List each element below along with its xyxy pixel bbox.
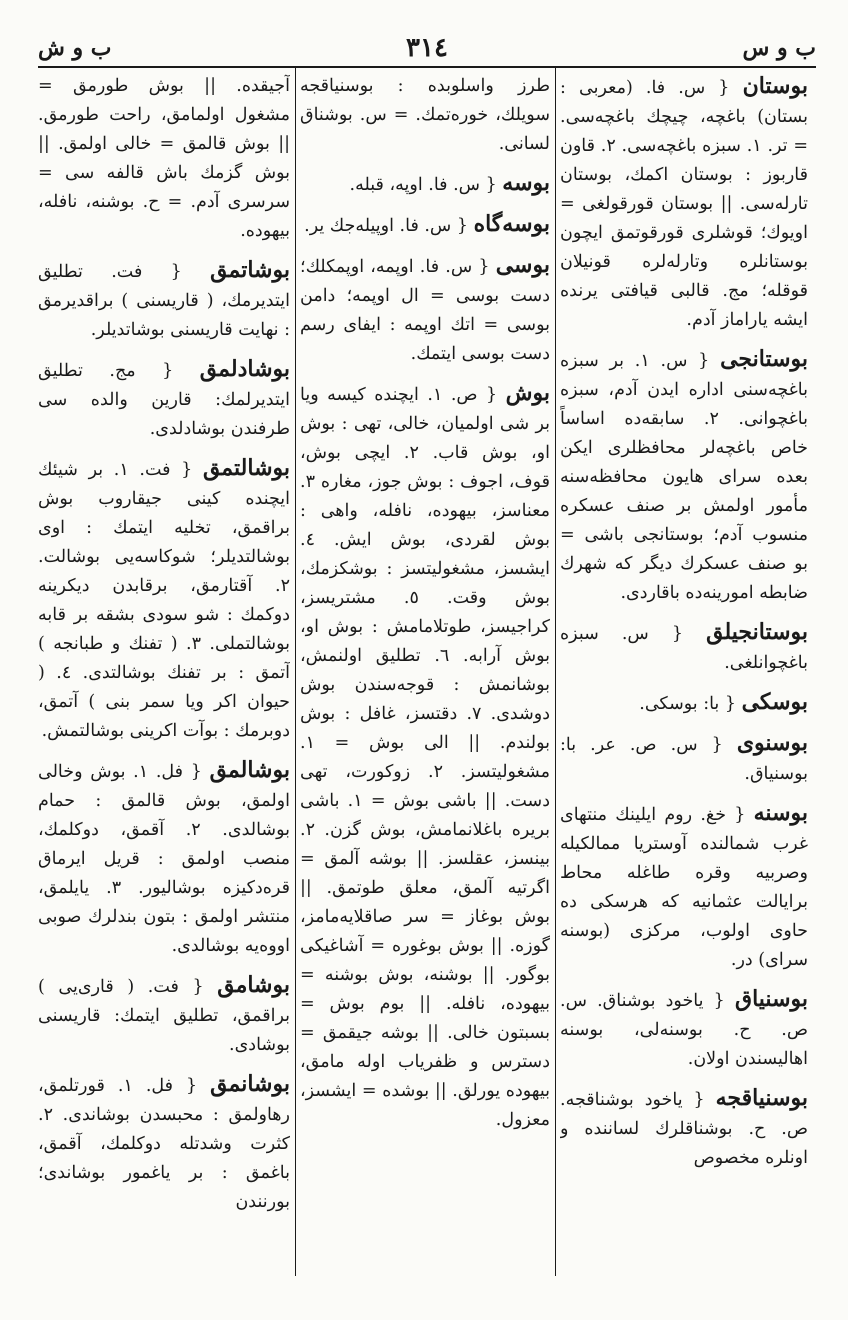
column-middle	[300, 72, 550, 1270]
dictionary-entry	[560, 618, 808, 678]
dictionary-entry	[38, 971, 290, 1060]
definition-text: { مج. تطلیق ایتدیرلمك: قارین والده سی طرفندن بوشادلدی.	[38, 361, 290, 439]
dictionary-entry	[38, 72, 290, 246]
definition-text: { س. سبزه باغچوانلغی.	[560, 624, 808, 673]
definition-text: { ص. ۱. ایچنده کیسه ویا بر شی اولمیان، خالی، تهی : بوش او، بوش قاب. ۲. ایچی بوش، قوف، اجوف : بوش جوز، مغاره ۳. معناسز، بیهوده، نافله، واهی : بوش لقردی، بوش ایش. ٤. ایشسز، مشغولیتسز : بوشکزمك، بوش وقت. ٥. مشتریسز، کراجیسز، طوتلامامش : بوش او، بوش آرابه. ٦. تطلیق اولنمش، بوشانمش : قوجه‌سندن بوش دوشدی. ۷. دقتسز، غافل : بوش بولندم. || الی بوش = ۱. مشغولیتسز. ۲. زوکورت، تهی دست. || باشی بوش = ۱. باشی بریره باغلانمامش، بوش گزن. ۲. بینسز، عقلسز. || بوشه آلمق = اگرتیه آلمق، معلق طوتمق. || بوش بوغاز = سر صاقلایه‌مامز، گوزه. || بوش بوغوره = آشاغیکی بوگور. || بوشنه، بوش بوشنه = بیهوده، نافله. || بوم بوش = بسبتون خالی. || بوشه جیقمق = دسترس و ظفریاب اوله مامق، بیهوده یورلق. || بوشده = ایشسز، معزول.	[300, 385, 550, 1130]
column-divider	[555, 66, 556, 1276]
dictionary-entry	[300, 251, 550, 369]
dictionary-entry	[560, 985, 808, 1074]
definition-text: { س. ۱. بر سبزه باغچه‌سنی اداره ایدن آدم، سبزه باغچوانی. ۲. سابقه‌ده اساساً خاص باغچه‌لر محافظلری ایکن بعده سرای هایون محافظه‌سنه مأمور اولمش بر صنف عسکره منسوب آدم؛ بوستانجی باشی = بو صنف عسکرك دیگر که شهرك ضابطه امورینه‌ده باقاردی.	[560, 351, 808, 603]
dictionary-entry	[38, 756, 290, 961]
page-header	[38, 28, 816, 68]
column-divider	[295, 66, 296, 1276]
headword: بوشالمق	[209, 757, 290, 783]
dictionary-entry	[560, 345, 808, 608]
column-right	[560, 72, 808, 1270]
dictionary-entry	[560, 72, 808, 335]
page-number: ٣١٤	[406, 33, 448, 63]
header-rule	[38, 66, 816, 68]
dictionary-entry	[38, 256, 290, 345]
definition-text: { س. فا. اوپیله‌جك یر.	[304, 216, 468, 236]
definition-text: { فت. تطلیق ایتدیرمك، ( قاریسنی ) براقدیرمق : نهایت قاریسنی بوشاتدیلر.	[38, 262, 290, 340]
definition-text: { یاخود بوشناق. س. ص. ح. بوسنه‌لی، بوسنه اهالیسندن اولان.	[560, 991, 808, 1069]
headword: بوسی	[495, 252, 550, 278]
dictionary-entry	[38, 1070, 290, 1217]
headword: بوستانجیلق	[706, 619, 808, 645]
definition-text: { فل. ۱. بوش وخالی اولمق، بوش قالمق : حمام بوشالدی. ۲. آقمق، دوکلمك، منصب اولمق : قریل ایرماق قره‌دکیزه بوشالیور. ۳. یایلمق، منتشر اولمق : بتون بندلرك صوبی اووه‌یه بوشالدی.	[38, 762, 290, 956]
headword: بوستان	[742, 73, 808, 99]
definition-text: { س. ص. عر. با: بوسنیاق.	[560, 735, 808, 784]
headword: بوشادلمق	[199, 356, 290, 382]
left-guide-word: ب و ش	[38, 35, 112, 61]
headword: بوشانمق	[210, 1071, 290, 1097]
headword: بوسنوی	[736, 730, 808, 756]
dictionary-entry	[300, 169, 550, 200]
definition-text: { س. فا. (معربی : بستان) باغچه، چیچك باغچه‌سی. = تر. ۱. سبزه باغچه‌سی. ۲. قاون قاربوز : بوستان اکمك، بوستان تارله‌سی. || بوستان قورقولغی = اویوك؛ قوشلری قورقوتمق ایچون بوستانلره وتارله‌لره قونیلان قوقله؛ مج. قالبی قیافتی یرنده ایشه یاراماز آدم.	[560, 78, 808, 330]
headword: بوسه‌گاه	[473, 211, 550, 237]
definition-text: { فت. ( قاری‌یی ) براقمق، تطلیق ایتمك: قاریسنی بوشادی.	[38, 977, 290, 1055]
headword: بوسنیاق	[735, 986, 808, 1012]
headword: بوش	[505, 380, 550, 406]
headword: بوسکی	[741, 689, 808, 715]
dictionary-entry	[38, 454, 290, 746]
definition-text: { یاخود بوشناقجه. ص. ح. بوشناقلرك لساننده و اونلره مخصوص	[560, 1090, 808, 1168]
dictionary-entry	[560, 729, 808, 789]
dictionary-entry	[560, 1084, 808, 1173]
definition-text: طرز واسلوبده : بوسنیاقجه سویلك، خوره‌تمك. = س. بوشناق لسانی.	[300, 76, 550, 154]
definition-text: آجیقده. || بوش طورمق = مشغول اولمامق، راحت طورمق. || بوش قالمق = خالی اولمق. || بوش گزمك باش قالفه سی = سرسری آدم. = ح. بوشنه، نافله، بیهوده.	[38, 76, 290, 241]
dictionary-entry	[38, 355, 290, 444]
headword: بوشامق	[217, 972, 290, 998]
headword: بوسه	[502, 170, 550, 196]
dictionary-entry	[300, 210, 550, 241]
column-left	[38, 72, 290, 1270]
definition-text: { س. فا. اوپه، قبله.	[349, 175, 497, 195]
headword: بوشالتمق	[202, 455, 290, 481]
headword: بوسنیاقجه	[715, 1085, 808, 1111]
dictionary-entry	[560, 688, 808, 719]
headword: بوشاتمق	[210, 257, 290, 283]
right-guide-word: ب و س	[742, 35, 816, 61]
dictionary-entry	[560, 799, 808, 975]
headword: بوسنه	[753, 800, 808, 826]
definition-text: { فل. ۱. قورتلمق، رهاولمق : محبسدن بوشاندی. ۲. کثرت وشدتله دوکلمك، آقمق، باغمق : بر یاغمور بوشاندی؛ بورنندن	[38, 1076, 290, 1212]
definition-text: { با: بوسکی.	[639, 694, 736, 714]
definition-text: { خغ. روم ایلینك منتهای غرب شمالنده آوستریا ممالکیله وصربیه وقره طاغله محاط برایالت عثمانیه که هرسکی ده حاوی اولوب، مرکزی (بوسنه سرای) در.	[560, 805, 808, 970]
dictionary-entry	[300, 379, 550, 1135]
headword: بوستانجی	[720, 346, 808, 372]
definition-text: { س. فا. اوپمه، اوپمکلك؛ دست بوسی = ال اوپمه؛ دامن بوسی = اتك اوپمه : ایفای رسم دست بوسی ایتمك.	[300, 257, 550, 364]
dictionary-entry	[300, 72, 550, 159]
definition-text: { فت. ۱. بر شیئك ایچنده کینی جیقاروب بوش براقمق، تخلیه ایتمك : اوی بوشالتدیلر؛ شوکاسه‌یی بوشالت. ۲. آقتارمق، برقابدن دیکرینه دوکمك : شو سودی بشقه بر قابه بوشالتملی. ۳. ( تفنك و طبانجه ) آتمق : بر تفنك بوشالتدی. ٤. ( حیوان اکر ویا سمر بنی ) آتمق، دوبرمك : بوآت اکرینی بوشالتمش.	[38, 460, 290, 741]
